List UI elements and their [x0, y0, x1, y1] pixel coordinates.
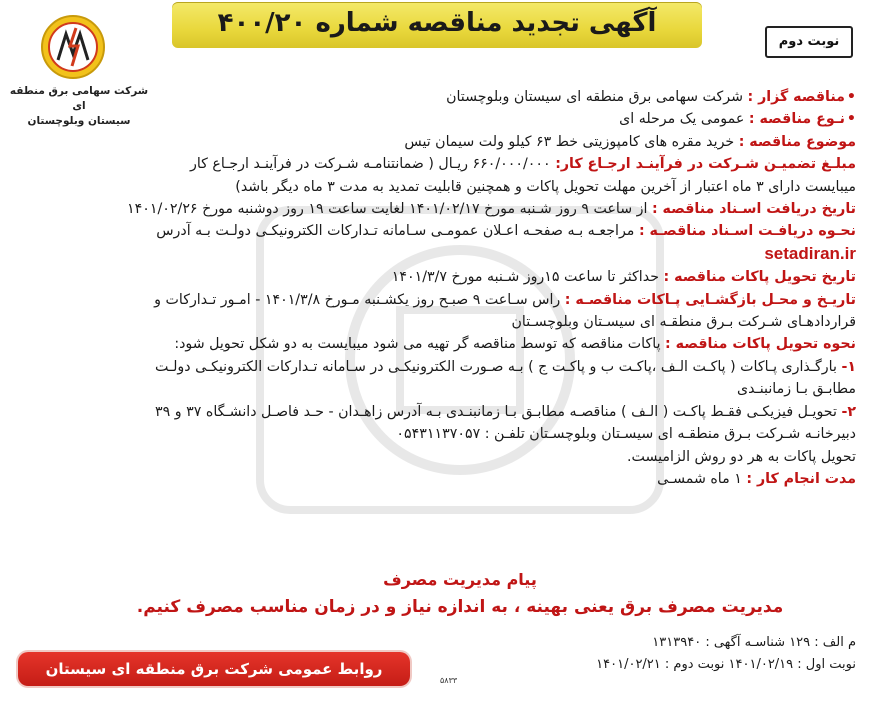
opening-value: راس سـاعت ۹ صبـح روز یکشـنبه مـورخ ۱۴۰۱/۳/۸ - امـور تـدارکات و — [154, 291, 561, 308]
tenderer-value: شرکت سهامی برق منطقه ای سیستان وبلوچستان — [446, 89, 743, 105]
receive-method-label: نحـوه دریافـت اسـناد مناقصـه : — [638, 223, 856, 240]
opening-label: تاریـخ و محـل بازگشـایی پـاکات مناقصـه : — [564, 291, 856, 308]
receive-date-label: تاریخ دریافت اسـناد مناقصه : — [651, 201, 856, 218]
subject-label: موضوع مناقصه : — [738, 133, 856, 150]
title-banner — [172, 2, 702, 48]
opening-row — [14, 289, 856, 311]
delivery-date-row — [14, 266, 856, 288]
method-label: نحوه تحویل پاکات مناقصه : — [665, 336, 856, 353]
receive-method-row — [14, 220, 856, 242]
website-link[interactable]: setadiran.ir — [764, 243, 856, 263]
item2-number: ۲- — [841, 403, 856, 420]
item1-text: بارگـذاری پـاکات ( پاکـت الـف ،پاکـت ب و پاکـت ج ) بـه صـورت الکترونیکـی در سـامانه تـدارکات الکترونیکـی دولـت — [155, 358, 837, 375]
guarantee-label: مبلـغ تضمیـن شـرکت در فرآینـد ارجـاع کار: — [555, 156, 856, 173]
public-relations-badge: روابط عمومی شرکت برق منطقه ای سیستان وبلوچستان — [18, 652, 410, 686]
notice-body — [14, 86, 856, 490]
round-badge: نوبت دوم — [765, 26, 853, 58]
logo-caption-line1: شرکت سهامی برق منطقه ای — [9, 85, 149, 112]
type-row — [14, 108, 856, 130]
guarantee-line2: میبایست دارای ۳ ماه اعتبار از آخرین مهلت تحویل پاکات و همچنین قابلیت تمدید به مدت ۳ ماه دیگر باشد) — [235, 178, 856, 195]
tower-lightning-logo-icon — [40, 14, 106, 80]
bullet-icon: • — [846, 89, 856, 105]
tenderer-label: مناقصه گزار : — [747, 89, 845, 105]
delivery-date-label: تاریخ تحویل پاکات مناقصه : — [663, 269, 856, 286]
item1-line2: مطابـق بـا زمانبنـدی — [737, 381, 856, 398]
receive-date-value: از ساعت ۹ روز شـنبه مورخ ۱۴۰۱/۰۲/۱۷ لغایت ساعت ۱۹ روز دوشنبه مورخ ۱۴۰۱/۰۲/۲۶ — [127, 201, 648, 218]
page-title: آگهی تجدید مناقصه شماره ۴۰۰/۲۰ — [217, 8, 657, 38]
duration-row — [14, 468, 856, 490]
item2-line2: دبیرخانـه شـرکت بـرق منطقـه ای سیسـتان وبلوچسـتان تلفـن : ۰۵۴۳۱۱۳۷۰۵۷ — [396, 426, 856, 443]
item2-text: تحویـل فیزیکـی فقـط پاکـت ( الـف ) مناقصـه مطابـق بـا زمانبنـدی بـه آدرس زاهـدان - حـد فاصـل دانشـگاه ۳۷ و ۳۹ — [155, 403, 837, 420]
guarantee-row — [14, 153, 856, 175]
logo-caption-line2: سیستان وبلوچستان — [27, 115, 131, 127]
guarantee-value: ۶۶۰/۰۰۰/۰۰۰ ریـال ( ضمانتنامـه شـرکت در فرآینـد ارجـاع کار — [189, 156, 551, 173]
receive-method-value: مراجعـه بـه صفحـه اعـلان عمومـی سـامانه تـدارکات الکترونیکـی دولـت بـه آدرس — [156, 223, 635, 240]
item2-row — [14, 401, 856, 423]
meta-line2: نوبت اول : ۱۴۰۱/۰۲/۱۹ نوبت دوم : ۱۴۰۱/۰۲/۲۱ — [596, 657, 856, 672]
type-label: نـوع مناقصه : — [748, 111, 845, 128]
item1-number: ۱- — [841, 358, 856, 375]
small-code: ۵۸۳۳ — [440, 676, 458, 685]
message-text: مدیریت مصرف برق یعنی بهینه ، به اندازه نیاز و در زمان مناسب مصرف کنیم. — [136, 597, 784, 617]
item2-line3: تحویل پاکات به هر دو روش الزامیست. — [627, 448, 856, 465]
item1-row — [14, 356, 856, 378]
type-value: عمومی یک مرحله ای — [619, 111, 745, 128]
duration-value: ۱ ماه شمسـی — [657, 470, 742, 487]
meta-line1: م الف : ۱۲۹ شناسـه آگهی : ۱۳۱۳۹۴۰ — [652, 635, 856, 650]
message-title: پیام مدیریت مصرف — [383, 570, 537, 589]
bullet-icon: • — [846, 111, 856, 128]
subject-value: خرید مقره های کامپوزیتی خط ۶۳ کیلو ولت سیمان تیس — [404, 133, 735, 150]
notice-meta — [436, 632, 856, 676]
method-value: پاکات مناقصه که توسط مناقصه گر تهیه می شود میبایست به دو شکل تحویل شود: — [174, 336, 661, 353]
subject-row — [14, 131, 856, 153]
receive-date-row — [14, 198, 856, 220]
tenderer-row — [14, 86, 856, 108]
delivery-date-value: حداکثر تا ساعت ۱۵روز شـنبه مورخ ۱۴۰۱/۳/۷ — [391, 269, 659, 286]
method-row — [14, 333, 856, 355]
duration-label: مدت انجام کار : — [746, 470, 856, 487]
website-row — [14, 243, 856, 266]
opening-line2: قراردادهـای شـرکت بـرق منطقـه ای سیسـتان وبلوچسـتان — [511, 314, 856, 331]
